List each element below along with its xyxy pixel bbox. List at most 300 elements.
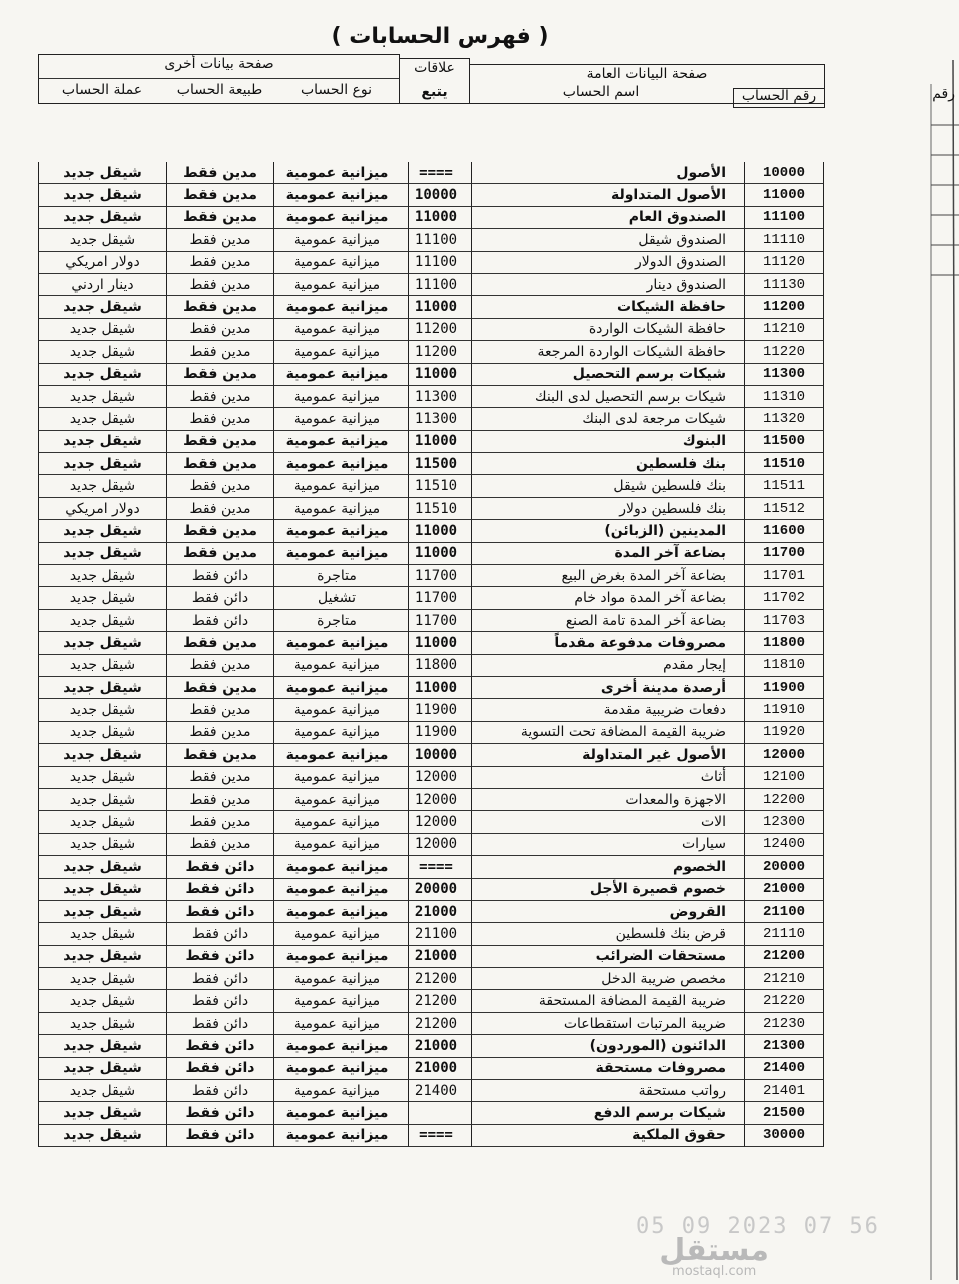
type-cell: ميزانية عمومية: [273, 498, 400, 520]
nature-cell: مدين فقط: [166, 364, 273, 386]
type-cell: ميزانية عمومية: [273, 677, 400, 699]
follows-cell: ====: [408, 162, 463, 184]
nature-cell: دائن فقط: [166, 610, 273, 632]
gap-cell: [463, 699, 471, 721]
table-row: [38, 408, 824, 430]
follows-cell: 12000: [408, 834, 463, 856]
gap-cell: [400, 274, 408, 296]
gap-cell: [463, 386, 471, 408]
nature-cell: دائن فقط: [166, 1080, 273, 1102]
follows-cell: 21000: [408, 946, 463, 968]
nature-cell: مدين فقط: [166, 252, 273, 274]
gap-cell: [463, 1125, 471, 1147]
type-cell: تشغيل: [273, 587, 400, 609]
currency-cell: شيقل جديد: [38, 184, 166, 206]
gap-cell: [730, 699, 744, 721]
gap-cell: [730, 789, 744, 811]
gap-cell: [730, 677, 744, 699]
gap-cell: [463, 453, 471, 475]
gap-cell: [730, 207, 744, 229]
account-number-cell: 11600: [744, 520, 824, 542]
nature-cell: مدين فقط: [166, 453, 273, 475]
type-cell: ميزانية عمومية: [273, 1080, 400, 1102]
gap-cell: [730, 811, 744, 833]
nature-cell: مدين فقط: [166, 229, 273, 251]
account-number-cell: 21400: [744, 1058, 824, 1080]
gap-cell: [463, 1013, 471, 1035]
adjacent-page-lines: [923, 60, 959, 1280]
gap-cell: [730, 229, 744, 251]
nature-cell: دائن فقط: [166, 1035, 273, 1057]
type-cell: ميزانية عمومية: [273, 386, 400, 408]
gap-cell: [730, 722, 744, 744]
date-stamp: 05 09 2023 07 56: [636, 1214, 880, 1239]
gap-cell: [400, 834, 408, 856]
gap-cell: [463, 1102, 471, 1124]
type-cell: ميزانية عمومية: [273, 968, 400, 990]
currency-cell: شيقل جديد: [38, 296, 166, 318]
gap-cell: [400, 319, 408, 341]
follows-cell: 21100: [408, 923, 463, 945]
type-cell: ميزانية عمومية: [273, 341, 400, 363]
gap-cell: [400, 901, 408, 923]
type-cell: متاجرة: [273, 610, 400, 632]
gap-cell: [463, 901, 471, 923]
gap-cell: [463, 296, 471, 318]
table-row: [38, 296, 824, 318]
account-number-cell: 12200: [744, 789, 824, 811]
account-number-cell: 11100: [744, 207, 824, 229]
nature-cell: دائن فقط: [166, 587, 273, 609]
account-name-cell: شيكات برسم التحصيل: [471, 364, 730, 386]
currency-cell: شيقل جديد: [38, 386, 166, 408]
nature-cell: مدين فقط: [166, 811, 273, 833]
type-cell: ميزانية عمومية: [273, 1058, 400, 1080]
nature-cell: مدين فقط: [166, 408, 273, 430]
table-row: [38, 1102, 824, 1124]
gap-cell: [400, 767, 408, 789]
currency-cell: شيقل جديد: [38, 610, 166, 632]
watermark-latin: mostaql.com: [672, 1264, 757, 1279]
follows-cell: 11100: [408, 274, 463, 296]
type-cell: ميزانية عمومية: [273, 1102, 400, 1124]
gap-cell: [463, 946, 471, 968]
type-cell: ميزانية عمومية: [273, 879, 400, 901]
gap-cell: [400, 699, 408, 721]
account-name-cell: قرض بنك فلسطين: [471, 923, 730, 945]
follows-cell: 11300: [408, 386, 463, 408]
type-cell: ميزانية عمومية: [273, 364, 400, 386]
gap-cell: [400, 498, 408, 520]
gap-cell: [463, 207, 471, 229]
type-cell: ميزانية عمومية: [273, 162, 400, 184]
nature-cell: دائن فقط: [166, 856, 273, 878]
gap-cell: [400, 587, 408, 609]
account-number-cell: 11511: [744, 475, 824, 497]
nature-cell: دائن فقط: [166, 565, 273, 587]
type-cell: ميزانية عمومية: [273, 767, 400, 789]
gap-cell: [463, 879, 471, 901]
nature-cell: مدين فقط: [166, 767, 273, 789]
table-row: [38, 475, 824, 497]
type-cell: ميزانية عمومية: [273, 901, 400, 923]
currency-cell: شيقل جديد: [38, 1125, 166, 1147]
type-cell: ميزانية عمومية: [273, 1125, 400, 1147]
gap-cell: [463, 431, 471, 453]
account-name-cell: ضريبة القيمة المضافة المستحقة: [471, 990, 730, 1012]
gap-cell: [400, 1102, 408, 1124]
account-name-cell: شيكات مرجعة لدى البنك: [471, 408, 730, 430]
account-name-cell: القروض: [471, 901, 730, 923]
currency-cell: شيقل جديد: [38, 587, 166, 609]
type-cell: ميزانية عمومية: [273, 699, 400, 721]
table-row: [38, 1080, 824, 1102]
table-row: [38, 722, 824, 744]
number-header: رقم الحساب: [741, 88, 817, 104]
gap-cell: [463, 475, 471, 497]
follows-cell: 11700: [408, 610, 463, 632]
account-number-cell: 12300: [744, 811, 824, 833]
type-cell: ميزانية عمومية: [273, 834, 400, 856]
nature-cell: مدين فقط: [166, 274, 273, 296]
gap-cell: [463, 1035, 471, 1057]
nature-cell: دائن فقط: [166, 879, 273, 901]
follows-cell: 11100: [408, 252, 463, 274]
gap-cell: [463, 744, 471, 766]
gap-cell: [730, 274, 744, 296]
table-row: [38, 1125, 824, 1147]
type-cell: ميزانية عمومية: [273, 184, 400, 206]
account-number-cell: 11800: [744, 632, 824, 654]
nature-cell: مدين فقط: [166, 475, 273, 497]
account-name-cell: الدائنون (الموردون): [471, 1035, 730, 1057]
gap-cell: [400, 655, 408, 677]
currency-cell: شيقل جديد: [38, 207, 166, 229]
account-number-cell: 11703: [744, 610, 824, 632]
account-number-cell: 12100: [744, 767, 824, 789]
gap-cell: [463, 341, 471, 363]
adjacent-page-edge: [923, 60, 959, 1280]
nature-cell: مدين فقط: [166, 632, 273, 654]
table-row: [38, 789, 824, 811]
follows-cell: 11000: [408, 677, 463, 699]
table-row: [38, 431, 824, 453]
currency-cell: شيقل جديد: [38, 1013, 166, 1035]
gap-cell: [463, 856, 471, 878]
currency-header: عملة الحساب: [61, 82, 143, 98]
account-name-cell: بنك فلسطين: [471, 453, 730, 475]
account-name-cell: بضاعة آخر المدة تامة الصنع: [471, 610, 730, 632]
gap-cell: [730, 879, 744, 901]
follows-cell: 11510: [408, 475, 463, 497]
nature-cell: دائن فقط: [166, 990, 273, 1012]
gap-cell: [400, 677, 408, 699]
account-number-cell: 11300: [744, 364, 824, 386]
gap-cell: [400, 632, 408, 654]
account-number-cell: 11200: [744, 296, 824, 318]
follows-header: يتبع: [421, 84, 448, 100]
follows-cell: ====: [408, 1125, 463, 1147]
account-number-cell: 11702: [744, 587, 824, 609]
accounts-table: [38, 162, 824, 1147]
table-row: [38, 1058, 824, 1080]
gap-cell: [730, 1013, 744, 1035]
currency-cell: شيقل جديد: [38, 879, 166, 901]
gap-cell: [400, 1058, 408, 1080]
table-row: [38, 744, 824, 766]
gap-cell: [463, 811, 471, 833]
table-row: [38, 946, 824, 968]
table-row: [38, 162, 824, 184]
account-name-cell: شيكات برسم الدفع: [471, 1102, 730, 1124]
account-name-cell: البنوك: [471, 431, 730, 453]
nature-cell: دائن فقط: [166, 923, 273, 945]
nature-cell: مدين فقط: [166, 834, 273, 856]
gap-cell: [400, 879, 408, 901]
account-number-cell: 21210: [744, 968, 824, 990]
follows-cell: 20000: [408, 879, 463, 901]
nature-cell: مدين فقط: [166, 431, 273, 453]
adjacent-page-label: رقم: [932, 86, 955, 102]
type-cell: ميزانية عمومية: [273, 431, 400, 453]
table-row: [38, 990, 824, 1012]
gap-cell: [400, 1125, 408, 1147]
gap-cell: [730, 408, 744, 430]
nature-cell: مدين فقط: [166, 677, 273, 699]
table-row: [38, 520, 824, 542]
table-row: [38, 699, 824, 721]
gap-cell: [463, 968, 471, 990]
type-cell: ميزانية عمومية: [273, 923, 400, 945]
currency-cell: شيقل جديد: [38, 811, 166, 833]
account-name-cell: الأصول: [471, 162, 730, 184]
gap-cell: [730, 834, 744, 856]
follows-cell: 21000: [408, 1058, 463, 1080]
account-number-cell: 10000: [744, 162, 824, 184]
gap-cell: [730, 162, 744, 184]
currency-cell: شيقل جديد: [38, 1102, 166, 1124]
account-name-cell: حافظة الشيكات: [471, 296, 730, 318]
account-number-cell: 11900: [744, 677, 824, 699]
currency-cell: شيقل جديد: [38, 431, 166, 453]
type-cell: ميزانية عمومية: [273, 296, 400, 318]
gap-cell: [400, 789, 408, 811]
gap-cell: [400, 722, 408, 744]
follows-cell: 10000: [408, 744, 463, 766]
account-number-cell: 11120: [744, 252, 824, 274]
gap-cell: [463, 274, 471, 296]
table-row: [38, 453, 824, 475]
account-name-cell: مصروفات مدفوعة مقدماً: [471, 632, 730, 654]
account-name-cell: الخصوم: [471, 856, 730, 878]
account-number-cell: 11700: [744, 543, 824, 565]
gap-cell: [730, 520, 744, 542]
account-number-cell: 21200: [744, 946, 824, 968]
gap-cell: [400, 520, 408, 542]
table-row: [38, 1035, 824, 1057]
account-name-cell: خصوم قصيرة الأجل: [471, 879, 730, 901]
table-row: [38, 274, 824, 296]
gap-cell: [400, 296, 408, 318]
gap-cell: [730, 1080, 744, 1102]
account-number-cell: 11320: [744, 408, 824, 430]
type-cell: ميزانية عمومية: [273, 475, 400, 497]
follows-cell: 21000: [408, 1035, 463, 1057]
nature-cell: مدين فقط: [166, 386, 273, 408]
type-cell: متاجرة: [273, 565, 400, 587]
gap-cell: [730, 1102, 744, 1124]
gap-cell: [730, 296, 744, 318]
accounts-index-sheet: [38, 54, 824, 1198]
gap-cell: [400, 990, 408, 1012]
currency-cell: شيقل جديد: [38, 767, 166, 789]
gap-cell: [463, 834, 471, 856]
table-row: [38, 610, 824, 632]
table-row: [38, 207, 824, 229]
type-cell: ميزانية عمومية: [273, 1013, 400, 1035]
table-row: [38, 543, 824, 565]
currency-cell: شيقل جديد: [38, 1058, 166, 1080]
nature-cell: دائن فقط: [166, 1013, 273, 1035]
currency-cell: شيقل جديد: [38, 543, 166, 565]
type-cell: ميزانية عمومية: [273, 946, 400, 968]
gap-cell: [400, 1013, 408, 1035]
gap-cell: [730, 744, 744, 766]
account-number-cell: 11701: [744, 565, 824, 587]
follows-cell: 12000: [408, 811, 463, 833]
follows-cell: 21200: [408, 990, 463, 1012]
gap-cell: [400, 431, 408, 453]
nature-cell: مدين فقط: [166, 162, 273, 184]
gap-cell: [463, 408, 471, 430]
account-number-cell: 11920: [744, 722, 824, 744]
account-name-cell: ضريبة القيمة المضافة تحت التسوية: [471, 722, 730, 744]
gap-cell: [730, 1058, 744, 1080]
relations-header: علاقات: [414, 60, 455, 76]
gap-cell: [400, 475, 408, 497]
gap-cell: [730, 386, 744, 408]
account-number-cell: 30000: [744, 1125, 824, 1147]
table-row: [38, 386, 824, 408]
gap-cell: [463, 319, 471, 341]
account-name-cell: الأصول غير المتداولة: [471, 744, 730, 766]
currency-cell: شيقل جديد: [38, 453, 166, 475]
currency-cell: شيقل جديد: [38, 162, 166, 184]
account-number-cell: 11000: [744, 184, 824, 206]
account-name-cell: دفعات ضريبية مقدمة: [471, 699, 730, 721]
nature-cell: مدين فقط: [166, 184, 273, 206]
gap-cell: [730, 565, 744, 587]
nature-cell: دائن فقط: [166, 1102, 273, 1124]
currency-cell: شيقل جديد: [38, 341, 166, 363]
table-row: [38, 901, 824, 923]
account-name-cell: بضاعة آخر المدة بغرض البيع: [471, 565, 730, 587]
account-number-cell: 11500: [744, 431, 824, 453]
table-row: [38, 655, 824, 677]
mostaql-watermark: [659, 1233, 769, 1279]
gap-cell: [730, 319, 744, 341]
table-row: [38, 364, 824, 386]
follows-cell: 21200: [408, 968, 463, 990]
account-number-cell: 11512: [744, 498, 824, 520]
account-name-cell: رواتب مستحقة: [471, 1080, 730, 1102]
gap-cell: [730, 655, 744, 677]
type-cell: ميزانية عمومية: [273, 1035, 400, 1057]
gap-cell: [400, 1035, 408, 1057]
table-row: [38, 923, 824, 945]
currency-cell: شيقل جديد: [38, 632, 166, 654]
account-name-cell: حقوق الملكية: [471, 1125, 730, 1147]
gap-cell: [730, 587, 744, 609]
gap-cell: [400, 386, 408, 408]
follows-cell: [408, 1102, 463, 1124]
currency-cell: شيقل جديد: [38, 565, 166, 587]
currency-cell: شيقل جديد: [38, 1035, 166, 1057]
follows-cell: 11100: [408, 229, 463, 251]
currency-cell: شيقل جديد: [38, 319, 166, 341]
gap-cell: [400, 610, 408, 632]
gap-cell: [400, 811, 408, 833]
gap-cell: [730, 856, 744, 878]
follows-cell: 11000: [408, 364, 463, 386]
gap-cell: [463, 565, 471, 587]
follows-cell: 11700: [408, 565, 463, 587]
currency-cell: شيقل جديد: [38, 408, 166, 430]
currency-cell: شيقل جديد: [38, 789, 166, 811]
gap-cell: [400, 923, 408, 945]
gap-cell: [463, 990, 471, 1012]
follows-cell: 21200: [408, 1013, 463, 1035]
account-name-cell: بنك فلسطين شيقل: [471, 475, 730, 497]
nature-cell: مدين فقط: [166, 543, 273, 565]
gap-cell: [400, 1080, 408, 1102]
account-name-cell: المدينين (الزبائن): [471, 520, 730, 542]
account-name-cell: ضريبة المرتبات استقطاعات: [471, 1013, 730, 1035]
follows-cell: 11300: [408, 408, 463, 430]
type-cell: ميزانية عمومية: [273, 789, 400, 811]
account-number-cell: 11220: [744, 341, 824, 363]
currency-cell: شيقل جديد: [38, 229, 166, 251]
account-number-cell: 21401: [744, 1080, 824, 1102]
type-cell: ميزانية عمومية: [273, 252, 400, 274]
gap-cell: [400, 184, 408, 206]
currency-cell: شيقل جديد: [38, 699, 166, 721]
watermark-arabic: مستقل: [659, 1233, 769, 1268]
gap-cell: [730, 453, 744, 475]
gap-cell: [400, 162, 408, 184]
table-row: [38, 767, 824, 789]
gap-cell: [463, 767, 471, 789]
gap-cell: [400, 968, 408, 990]
table-row: [38, 856, 824, 878]
name-header: اسم الحساب: [562, 84, 640, 100]
nature-cell: دائن فقط: [166, 1125, 273, 1147]
follows-cell: 11000: [408, 520, 463, 542]
table-row: [38, 879, 824, 901]
account-name-cell: إيجار مقدم: [471, 655, 730, 677]
follows-cell: 12000: [408, 767, 463, 789]
nature-cell: مدين فقط: [166, 207, 273, 229]
follows-cell: 11000: [408, 543, 463, 565]
account-name-cell: بنك فلسطين دولار: [471, 498, 730, 520]
currency-cell: شيقل جديد: [38, 520, 166, 542]
type-cell: ميزانية عمومية: [273, 632, 400, 654]
currency-cell: دينار اردني: [38, 274, 166, 296]
nature-cell: مدين فقط: [166, 789, 273, 811]
gap-cell: [730, 364, 744, 386]
gap-cell: [730, 990, 744, 1012]
gap-cell: [463, 677, 471, 699]
